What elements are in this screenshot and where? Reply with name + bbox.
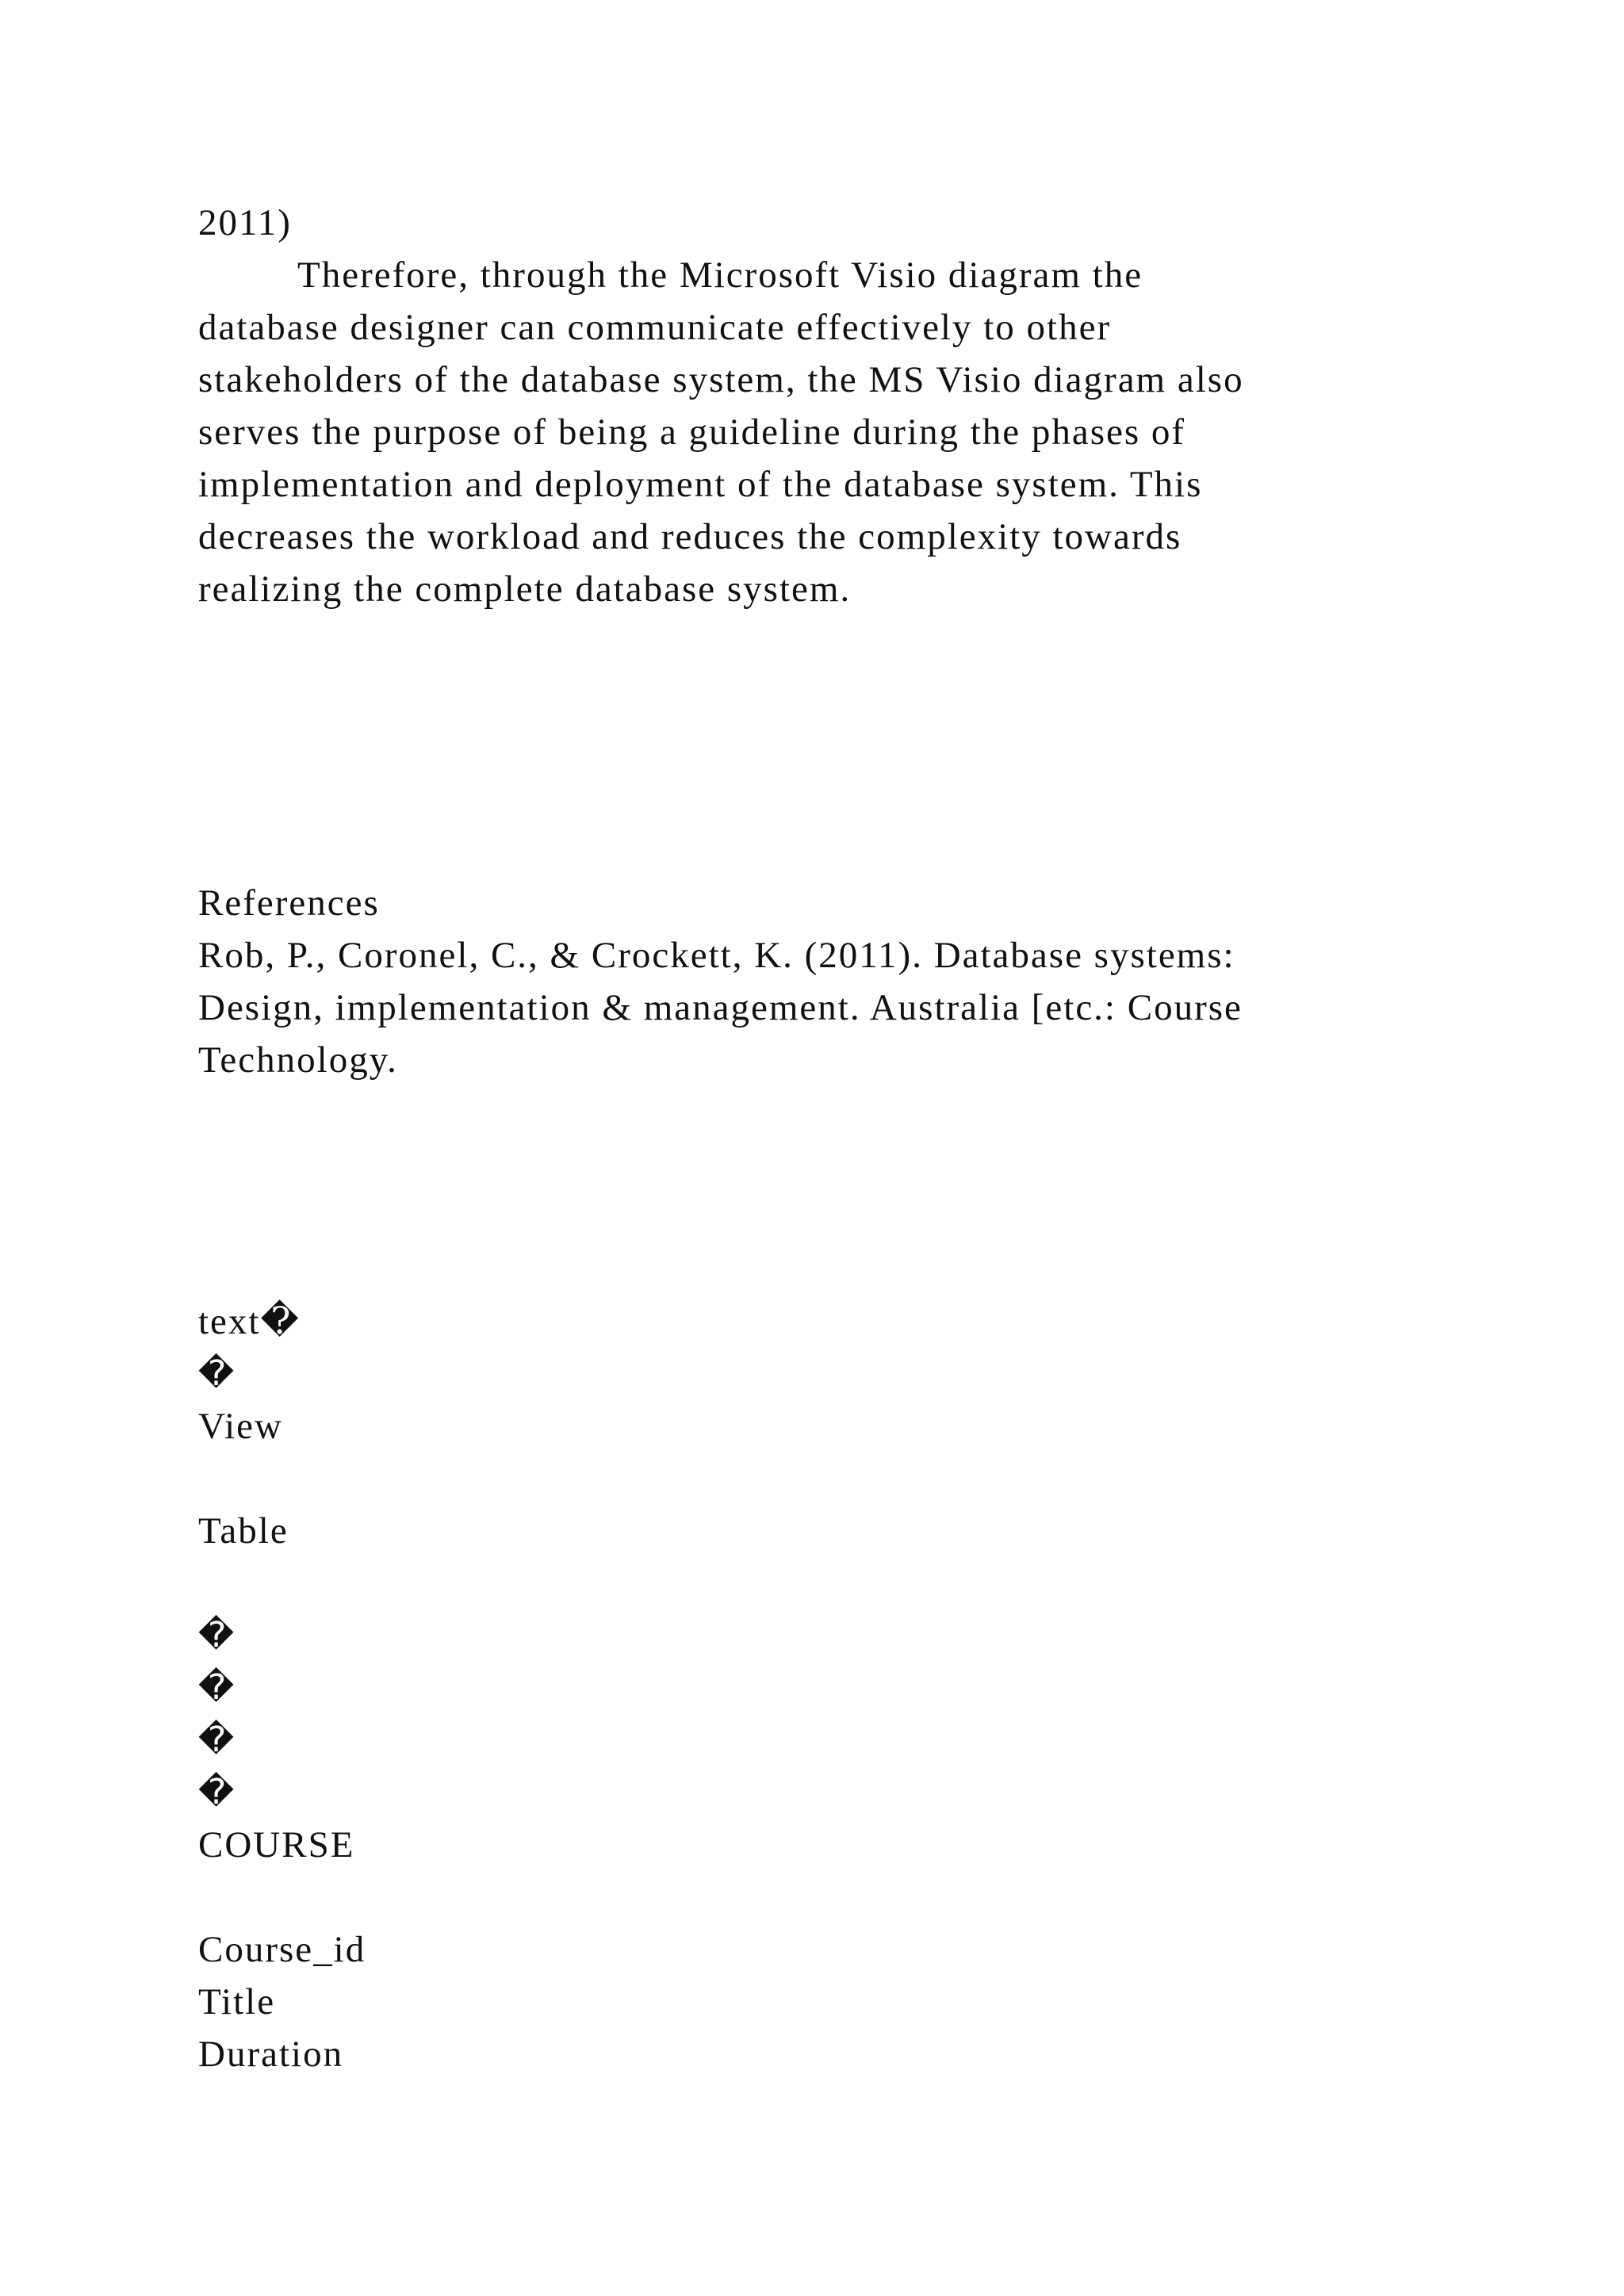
paragraph-line: implementation and deployment of the database system. This [198, 464, 1203, 505]
paragraph-line: stakeholders of the database system, the MS Visio diagram also [198, 359, 1244, 400]
diagram-text-label: text� [198, 1301, 301, 1342]
entity-attribute: Title [198, 1981, 276, 2022]
entity-name: COURSE [198, 1824, 355, 1866]
paragraph-line: serves the purpose of being a guideline during the phases of [198, 411, 1186, 453]
references-heading: References [198, 882, 380, 924]
replacement-glyph: � [198, 1353, 236, 1394]
paragraph-line: Therefore, through the Microsoft Visio diagram the [297, 254, 1143, 296]
replacement-glyph: � [198, 1615, 236, 1655]
reference-line: Rob, P., Coronel, C., & Crockett, K. (2011). Database systems: [198, 935, 1235, 976]
paragraph-line: database designer can communicate effectively to other [198, 307, 1112, 348]
reference-line: Technology. [198, 1039, 398, 1081]
paragraph-line: decreases the workload and reduces the complexity towards [198, 516, 1182, 557]
replacement-glyph: � [198, 1772, 236, 1812]
entity-attribute: Duration [198, 2034, 344, 2075]
replacement-glyph: � [198, 1667, 236, 1708]
diagram-view-label: View [198, 1406, 283, 1447]
continuation-text: 2011) [198, 202, 292, 243]
paragraph-line: realizing the complete database system. [198, 568, 852, 610]
entity-attribute: Course_id [198, 1929, 366, 1970]
diagram-table-label: Table [198, 1510, 289, 1552]
replacement-glyph: � [198, 1720, 236, 1760]
reference-line: Design, implementation & management. Australia [etc.: Course [198, 987, 1243, 1028]
